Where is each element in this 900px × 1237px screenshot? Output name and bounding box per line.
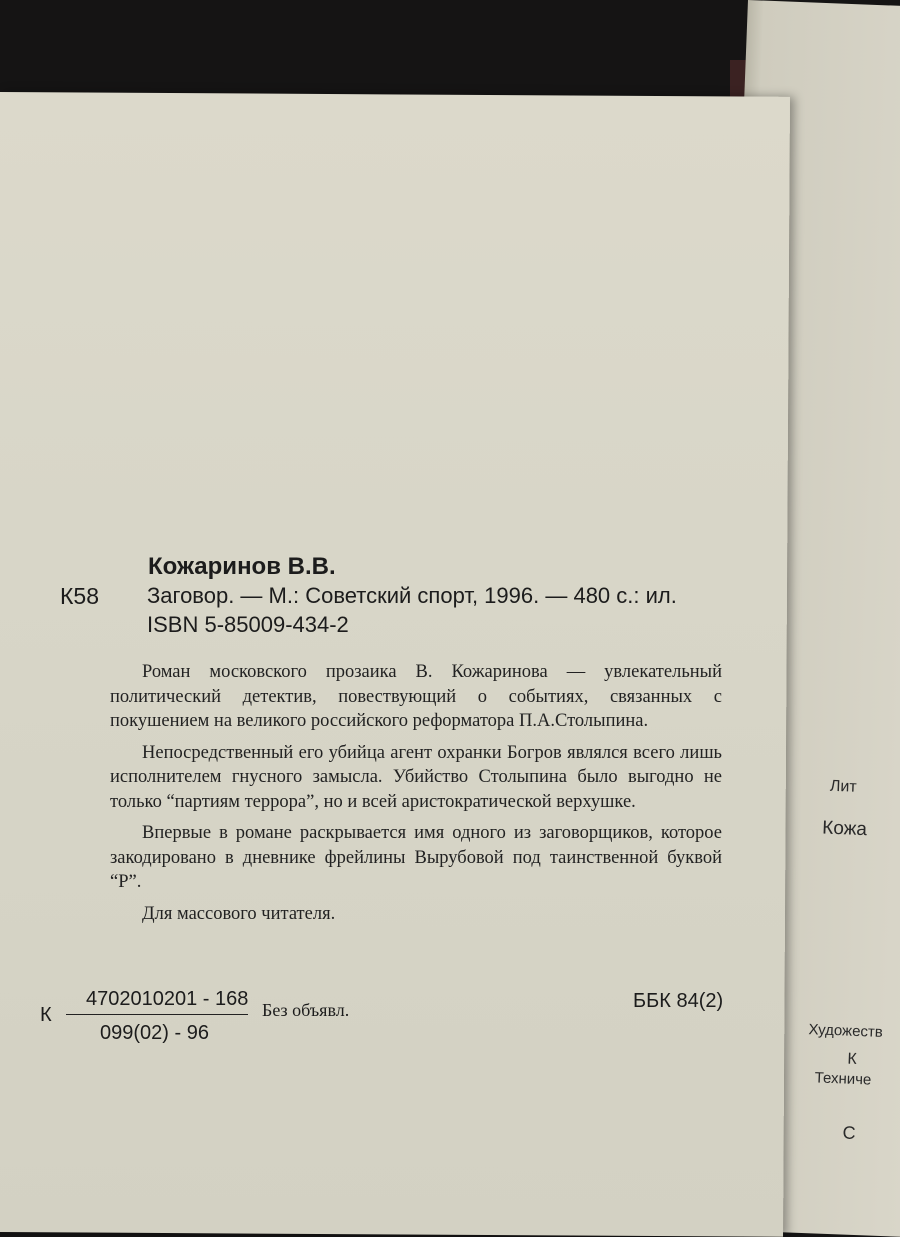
fraction-line bbox=[66, 1014, 248, 1015]
bbk-code: ББК 84(2) bbox=[633, 990, 724, 1012]
annotation-paragraph-1: Роман московского прозаика В. Кожаринова — увлекательный политический детектив, повествующий о событиях, связанных с покушением на великого российского реформатора П.А.Столыпина. bbox=[110, 662, 722, 731]
isbn: ISBN 5-85009-434-2 bbox=[147, 612, 349, 637]
index-letter: К bbox=[40, 1004, 52, 1026]
right-page-text-2: Кожа bbox=[821, 817, 868, 841]
right-page-text-5: Техниче bbox=[814, 1069, 872, 1089]
right-page-text-4: К bbox=[847, 1050, 858, 1068]
no-ad-note: Без объявл. bbox=[262, 1000, 350, 1020]
index-numerator: 4702010201 - 168 bbox=[86, 988, 249, 1010]
right-page-text-1: Лит bbox=[829, 777, 857, 796]
library-code: К58 bbox=[60, 583, 99, 609]
show-through-ghost-2 bbox=[297, 494, 477, 525]
annotation-paragraph-2: Непосредственный его убийца агент охранки Богров являлся всего лишь исполнителем гнусного замысла. Убийство Столыпина было выгодно не только “партиям террора”, но и всей аристократической верхушке. bbox=[110, 742, 722, 812]
show-through-ghost-1 bbox=[299, 274, 559, 316]
index-denominator: 099(02) - 96 bbox=[100, 1022, 209, 1044]
right-page-text-3: Художеств bbox=[808, 1021, 884, 1041]
book-title-line: Заговор. — М.: Советский спорт, 1996. — 480 с.: ил. bbox=[147, 583, 677, 608]
book-author: Кожаринов В.В. bbox=[148, 553, 336, 580]
right-page-text-6: С bbox=[842, 1122, 856, 1143]
annotation bbox=[110, 660, 722, 933]
annotation-paragraph-3: Впервые в романе раскрывается имя одного из заговорщиков, которое закодировано в дневнике фрейлины Вырубовой под таинственной буквой “Р”. bbox=[110, 823, 722, 892]
annotation-paragraph-4: Для массового читателя. bbox=[142, 903, 336, 924]
